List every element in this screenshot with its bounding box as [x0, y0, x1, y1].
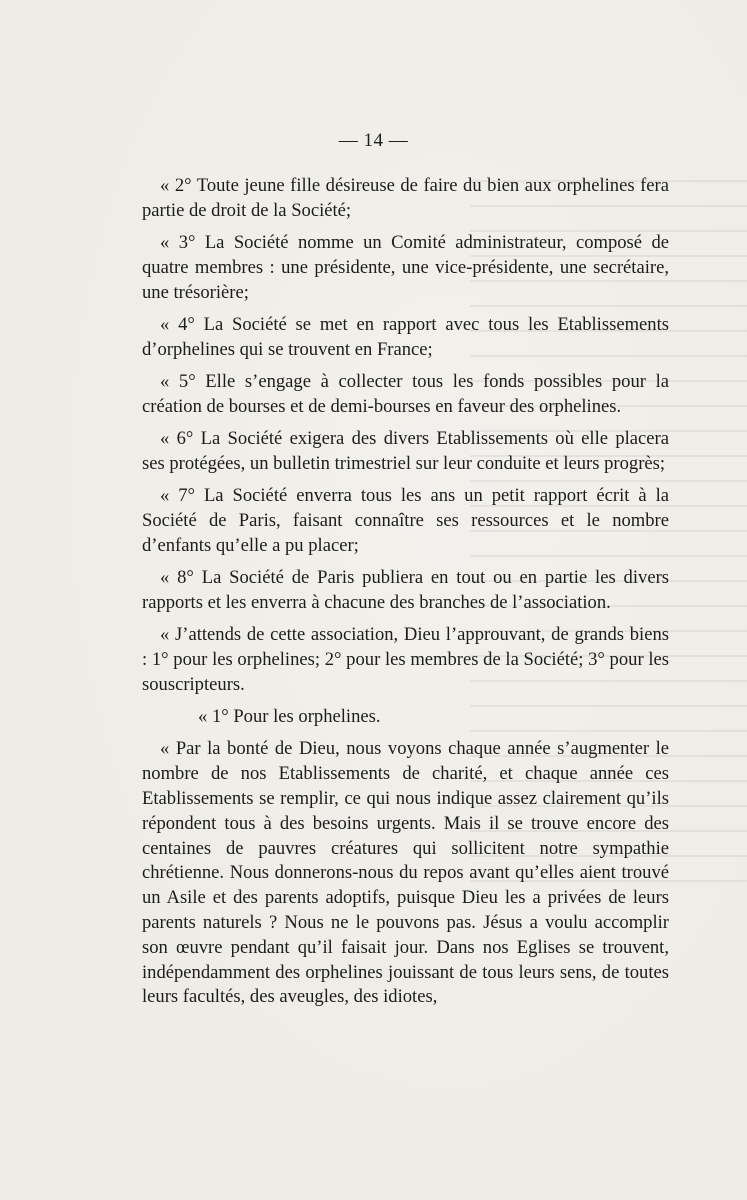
paragraph-expectations: « J’attends de cette association, Dieu l’approuvant, de grands biens : 1° pour les orphelines; 2° pour les membres de la Société; 3° pour les souscripteurs. — [142, 624, 669, 695]
paragraph-article-5: « 5° Elle s’engage à collecter tous les fonds possibles pour la création de bourses et de demi-bourses en faveur des orphelines. — [142, 371, 669, 417]
section-heading-orphelines: « 1° Pour les orphelines. — [198, 706, 381, 728]
paragraph-charity: « Par la bonté de Dieu, nous voyons chaque année s’augmenter le nombre de nos Etablissements de charité, et chaque année ces Etablissements se remplir, ce qui nous indique assez clairement qu’ils répondent tous à des besoins urgents. Mais il se trouve encore des centaines de pauvres créatures qui sollicitent notre sympathie chrétienne. Nous donnerons-nous du repos avant qu’elles aient trouvé un Asile et des parents adoptifs, puisque Dieu les a privées de leurs parents naturels ? Nous ne le pouvons pas. Jésus a voulu accomplir son œuvre pendant qu’il faisait jour. Dans nos Eglises se trouvent, indépendamment des orphelines jouissant de tous leurs sens, de toutes leurs facultés, des aveugles, des idiotes, — [142, 738, 669, 1008]
body-text — [142, 174, 669, 1018]
paragraph-article-7: « 7° La Société enverra tous les ans un petit rapport écrit à la Société de Paris, faisant connaître ses ressources et le nombre d’enfants qu’elle a pu placer; — [142, 485, 669, 556]
paragraph-article-3: « 3° La Société nomme un Comité administrateur, composé de quatre membres : une présidente, une vice-présidente, une secrétaire, une trésorière; — [142, 232, 669, 303]
paragraph-article-2: « 2° Toute jeune fille désireuse de faire du bien aux orphelines fera partie de droit de la Société; — [142, 175, 669, 221]
paragraph-article-6: « 6° La Société exigera des divers Etablissements où elle placera ses protégées, un bulletin trimestriel sur leur conduite et leurs progrès; — [142, 428, 669, 474]
paragraph-article-4: « 4° La Société se met en rapport avec tous les Etablissements d’orphelines qui se trouvent en France; — [142, 313, 669, 360]
paragraph-article-8: « 8° La Société de Paris publiera en tout ou en partie les divers rapports et les enverra à chacune des branches de l’association. — [142, 567, 669, 613]
page-number: — 14 — — [338, 130, 409, 151]
